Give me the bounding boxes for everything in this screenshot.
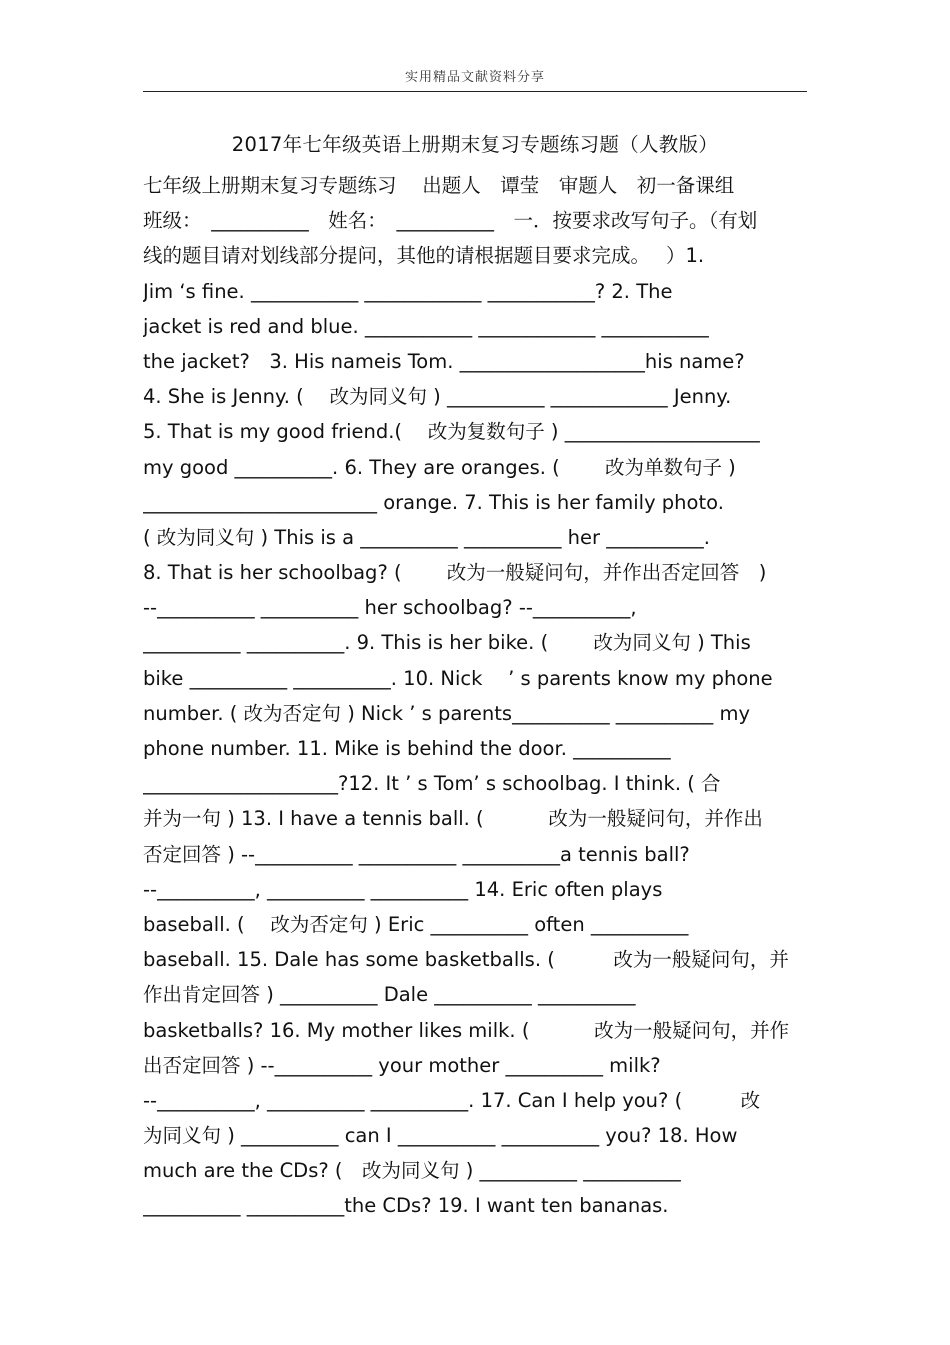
text-line: my good __________. 6. They are oranges. ( 改为单数句子 ) [143,455,736,479]
text-line: --__________ __________ her schoolbag? --__________, [143,596,637,620]
document-title: 2017年七年级英语上册期末复习专题练习题（人教版） [231,133,719,156]
text-line: 5. That is my good friend.( 改为复数句子 ) ____________________ [143,420,760,444]
text-line: much are the CDs? ( 改为同义句 ) __________ __________ [143,1159,681,1183]
text-line: --__________, __________ __________. 17. Can I help you? ( 改 [143,1088,761,1112]
text-line: ________________________ orange. 7. This is her family photo. [143,490,724,514]
text-line: baseball. 15. Dale has some basketballs. ( 改为一般疑问句，并 [143,948,789,972]
text-line: 并为一句 ) 13. I have a tennis ball. ( 改为一般疑问句，并作出 [143,807,763,831]
text-line: --__________, __________ __________ 14. Eric often plays [143,877,663,901]
text-line: phone number. 11. Mike is behind the door. __________ [143,737,671,760]
text-line: __________ __________the CDs? 19. I want ten bananas. [143,1194,669,1218]
text-line: ____________________?12. It ’ s Tom’ s schoolbag. I think. ( 合 [143,772,721,796]
text-line: 4. She is Jenny. ( 改为同义句 ) __________ ____________ Jenny. [143,385,732,409]
text-line: __________ __________. 9. This is her bike. ( 改为同义句 ) This [143,631,751,655]
text-line: baseball. ( 改为否定句 ) Eric __________ often __________ [143,912,689,936]
text-line: 出否定回答 ) --__________ your mother __________ milk? [143,1053,661,1077]
text-line: ( 改为同义句 ) This is a __________ __________ her __________. [143,525,710,549]
text-line: 为同义句 ) __________ can I __________ __________ you? 18. How [143,1124,738,1148]
text-line: 否定回答 ) --__________ __________ __________a tennis ball? [143,842,690,866]
text-line: jacket is red and blue. ___________ ____________ ___________ [143,314,709,338]
text-line: 七年级上册期末复习专题练习 出题人 谭莹 审题人 初一备课组 [143,174,735,197]
text-line: number. ( 改为否定句 ) Nick ’ s parents__________ __________ my [143,701,751,725]
text-line: basketballs? 16. My mother likes milk. ( 改为一般疑问句，并作 [143,1018,790,1042]
text-line: the jacket? 3. His nameis Tom. ___________________his name? [143,349,745,373]
exercise-body [143,168,819,1224]
text-line: 班级： __________ 姓名： __________ 一．按要求改写句子。（有划 [143,209,758,233]
text-line: 线的题目请对划线部分提问，其他的请根据题目要求完成。 ）1. [143,244,705,268]
text-line: Jim ‘s fine. ___________ ____________ ___________? 2. The [143,279,673,303]
text-line: 8. That is her schoolbag? ( 改为一般疑问句，并作出否定回答 ) [143,561,767,585]
text-line: bike __________ __________. 10. Nick ’ s parents know my phone [143,666,773,690]
header-divider [143,91,807,92]
text-line: 作出肯定回答 ) __________ Dale __________ __________ [143,983,636,1007]
running-header: 实用精品文献资料分享 [404,70,545,85]
